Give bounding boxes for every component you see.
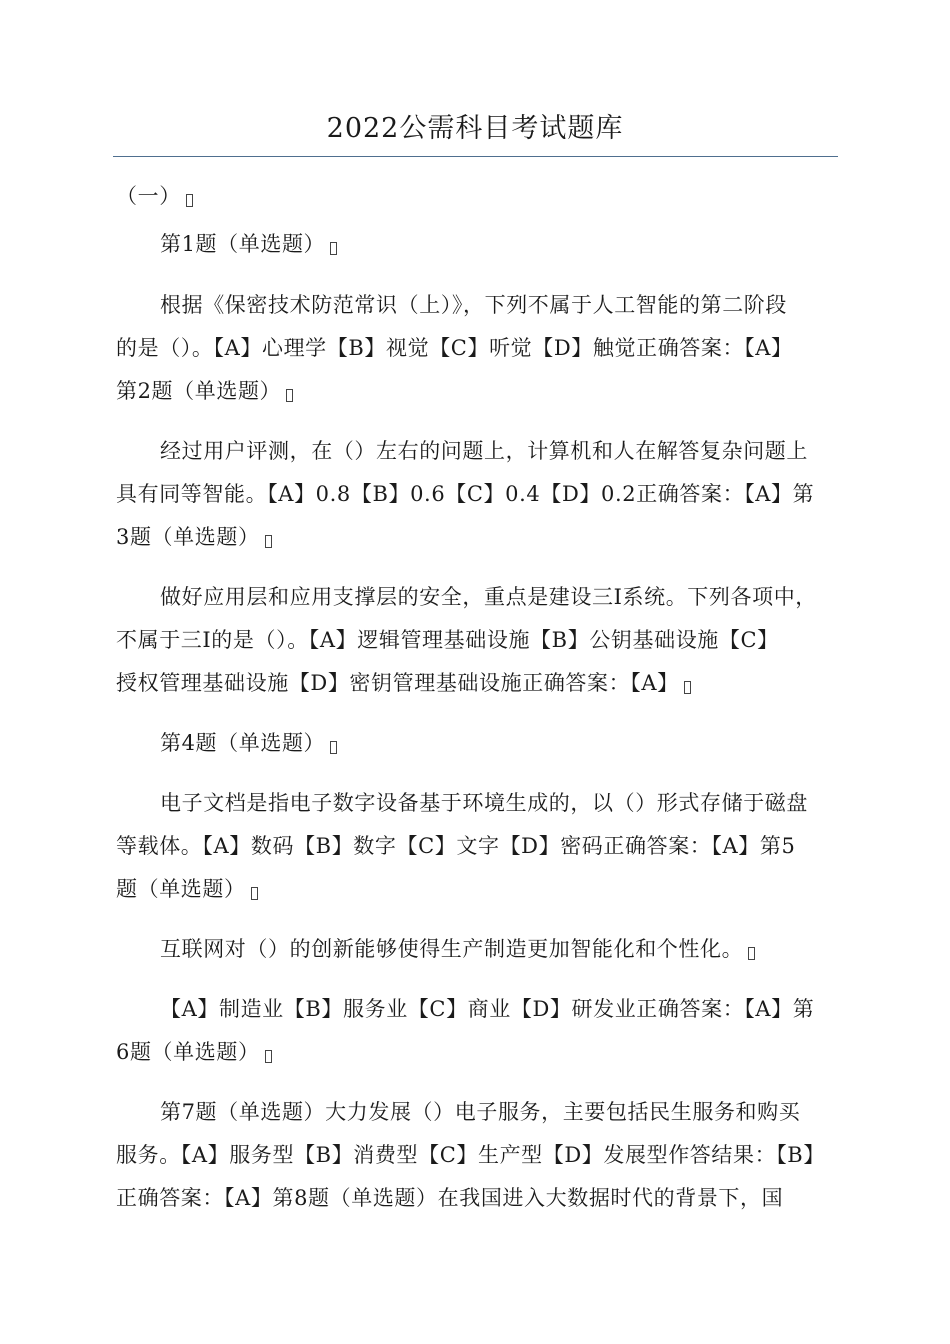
- question-text-line: 电子文档是指电子数字设备基于环境生成的，以（）形式存储于磁盘: [160, 791, 808, 815]
- question-text-line: 的是（）。【A】心理学【B】视觉【C】听觉【D】触觉正确答案：【A】: [116, 336, 793, 360]
- question-text-line: 第7题（单选题）大力发展（）电子服务，主要包括民生服务和购买: [160, 1100, 801, 1124]
- paragraph-mark-icon: [286, 389, 293, 402]
- page-title: 2022公需科目考试题库: [326, 113, 624, 144]
- question-text-line: 【A】制造业【B】服务业【C】商业【D】研发业正确答案：【A】第: [160, 997, 815, 1021]
- paragraph-mark-icon: [330, 242, 337, 255]
- question-heading: 第4题（单选题）: [160, 728, 337, 758]
- title-divider: [113, 156, 838, 157]
- paragraph-mark-icon: [251, 887, 258, 900]
- question-heading: 3题（单选题）: [116, 522, 272, 552]
- section-heading: （一）: [116, 181, 193, 211]
- question-heading: 第2题（单选题）: [116, 376, 293, 406]
- question-heading: 第1题（单选题）: [160, 229, 337, 259]
- question-heading: 6题（单选题）: [116, 1037, 272, 1067]
- question-text-line: 互联网对（）的创新能够使得生产制造更加智能化和个性化。: [160, 934, 755, 964]
- question-text-line: 不属于三I的是（）。【A】逻辑管理基础设施【B】公钥基础设施【C】: [116, 628, 779, 652]
- paragraph-mark-icon: [265, 1050, 272, 1063]
- question-text-line: 根据《保密技术防范常识（上）》，下列不属于人工智能的第二阶段: [160, 293, 787, 317]
- question-text-line: 正确答案：【A】第8题（单选题）在我国进入大数据时代的背景下，国: [116, 1186, 784, 1210]
- paragraph-mark-icon: [330, 741, 337, 754]
- question-text-line: 经过用户评测，在（）左右的问题上，计算机和人在解答复杂问题上: [160, 439, 808, 463]
- paragraph-mark-icon: [748, 947, 755, 960]
- paragraph-mark-icon: [265, 535, 272, 548]
- question-text-line: 具有同等智能。【A】0.8【B】0.6【C】0.4【D】0.2正确答案：【A】第: [116, 482, 815, 506]
- question-text-line: 服务。【A】服务型【B】消费型【C】生产型【D】发展型作答结果：【B】: [116, 1143, 825, 1167]
- paragraph-mark-icon: [186, 194, 193, 207]
- paragraph-mark-icon: [684, 681, 691, 694]
- question-text-line: 授权管理基础设施【D】密钥管理基础设施正确答案：【A】: [116, 668, 691, 698]
- question-text-line: 等载体。【A】数码【B】数字【C】文字【D】密码正确答案：【A】第5: [116, 834, 796, 858]
- question-text-line: 做好应用层和应用支撑层的安全，重点是建设三I系统。下列各项中，: [160, 585, 817, 609]
- question-heading: 题（单选题）: [116, 874, 258, 904]
